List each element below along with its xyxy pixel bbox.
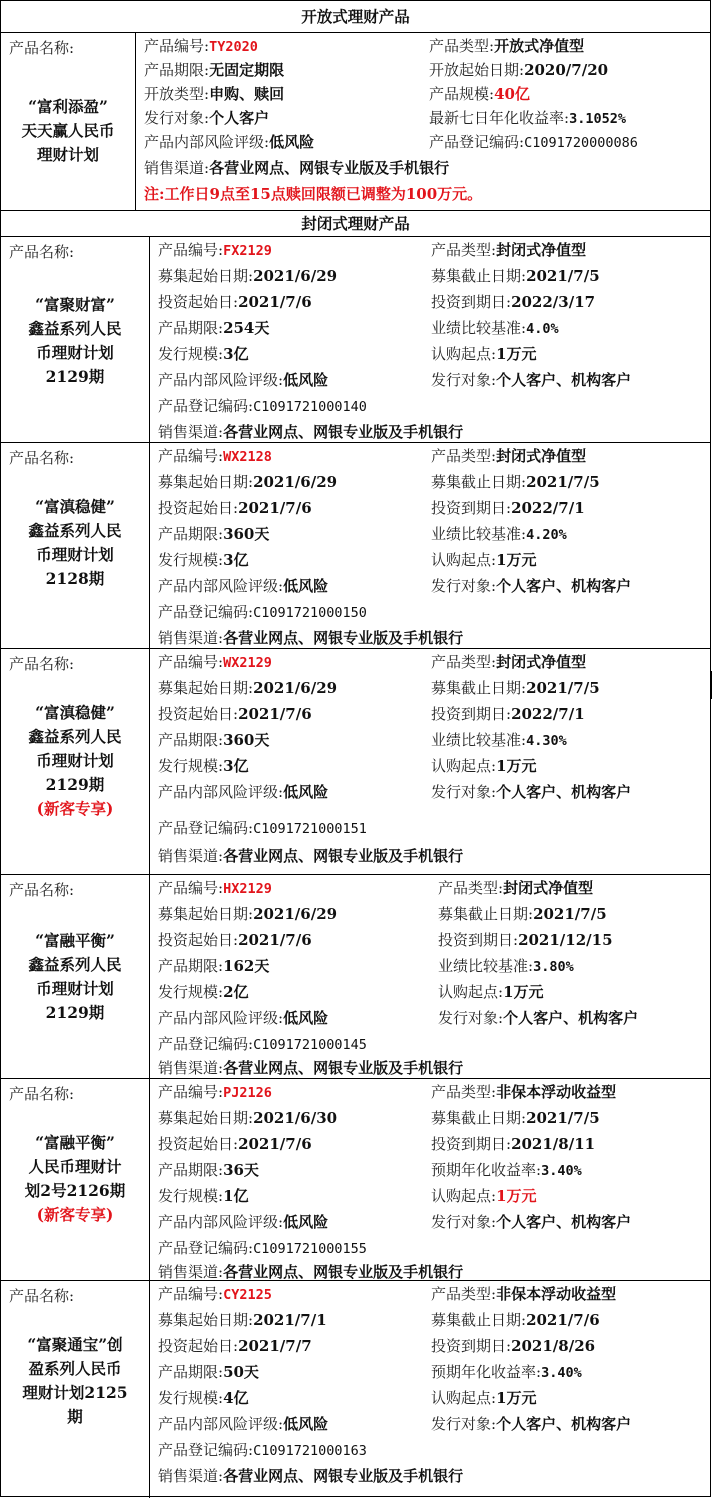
yield-field: 最新七日年化收益率:3.1052% <box>429 109 626 127</box>
product-name-cell <box>1 1079 150 1280</box>
scale-field: 发行规模:1亿 <box>158 1187 249 1205</box>
risk-field: 产品内部风险评级:低风险 <box>144 133 315 151</box>
invest-end-field: 投资到期日:2021/8/26 <box>431 1337 596 1355</box>
product-name-line: 鑫益系列人民 <box>28 521 122 540</box>
closed-product-block <box>1 649 710 875</box>
product-name-line: 理财计划 <box>36 145 99 164</box>
product-name-line: “富滇稳健” <box>35 703 115 722</box>
target-field: 发行对象:个人客户、机构客户 <box>431 1415 632 1433</box>
product-name-line: 2128期 <box>45 569 105 588</box>
product-name-line: “富聚通宝”创 <box>27 1335 123 1354</box>
target-field: 发行对象:个人客户、机构客户 <box>431 371 632 389</box>
product-name-label: 产品名称: <box>9 243 75 261</box>
product-type-field: 产品类型:开放式净值型 <box>429 37 585 55</box>
product-name <box>1 701 149 821</box>
risk-field: 产品内部风险评级:低风险 <box>158 1213 329 1231</box>
scale-field: 发行规模:4亿 <box>158 1389 249 1407</box>
reg-code-field: 产品登记编码:C1091721000155 <box>158 1239 367 1257</box>
open-type-field: 开放类型:申购、赎回 <box>144 85 285 103</box>
open-start-field: 开放起始日期:2020/7/20 <box>429 61 609 79</box>
product-name-line: 2129期 <box>45 1003 105 1022</box>
product-code: PJ2126 <box>223 1085 272 1101</box>
closed-product-block <box>1 237 710 443</box>
product-code: TY2020 <box>209 39 258 55</box>
target-field: 发行对象:个人客户 <box>144 109 270 127</box>
target-field: 发行对象:个人客户、机构客户 <box>438 1009 639 1027</box>
term-field: 产品期限:162天 <box>158 957 270 975</box>
risk-field: 产品内部风险评级:低风险 <box>158 783 329 801</box>
product-name-line: “富滇稳健” <box>35 497 115 516</box>
product-name-cell <box>1 649 150 874</box>
scale-field: 发行规模:3亿 <box>158 345 249 363</box>
product-code-field: 产品编号:TY2020 <box>144 37 258 55</box>
term-field: 产品期限:36天 <box>158 1161 259 1179</box>
product-code-field: 产品编号:HX2129 <box>158 879 272 897</box>
closed-section-title: 封闭式理财产品 <box>1 211 710 237</box>
channel-field: 销售渠道:各营业网点、网银专业版及手机银行 <box>158 1059 464 1077</box>
raise-end-field: 募集截止日期:2021/7/5 <box>431 267 600 285</box>
invest-end-field: 投资到期日:2022/3/17 <box>431 293 596 311</box>
risk-field: 产品内部风险评级:低风险 <box>158 371 329 389</box>
risk-field: 产品内部风险评级:低风险 <box>158 577 329 595</box>
reg-code-field: 产品登记编码:C1091721000150 <box>158 603 367 621</box>
scale-field: 发行规模:2亿 <box>158 983 249 1001</box>
reg-code-field: 产品登记编码:C1091721000151 <box>158 819 367 837</box>
min-buy-field: 认购起点:1万元 <box>431 345 537 363</box>
rate-field: 业绩比较基准:3.80% <box>438 957 574 975</box>
product-type-field: 产品类型:封闭式净值型 <box>431 447 587 465</box>
channel-field: 销售渠道:各营业网点、网银专业版及手机银行 <box>158 847 464 865</box>
product-type-field: 产品类型:非保本浮动收益型 <box>431 1285 617 1303</box>
product-name-line: 币理财计划 <box>36 979 114 998</box>
reg-code-field: 产品登记编码:C1091721000140 <box>158 397 367 415</box>
product-name <box>1 293 149 389</box>
product-name-line: 2129期 <box>45 367 105 386</box>
term-field: 产品期限:360天 <box>158 525 270 543</box>
raise-start-field: 募集起始日期:2021/6/29 <box>158 905 338 923</box>
raise-start-field: 募集起始日期:2021/6/30 <box>158 1109 338 1127</box>
raise-end-field: 募集截止日期:2021/7/5 <box>431 473 600 491</box>
invest-start-field: 投资起始日:2021/7/6 <box>158 931 312 949</box>
product-code-field: 产品编号:WX2128 <box>158 447 272 465</box>
rate-field: 业绩比较基准:4.30% <box>431 731 567 749</box>
product-name-line: “富融平衡” <box>35 931 115 950</box>
product-code-field: 产品编号:WX2129 <box>158 653 272 671</box>
product-name <box>1 1333 149 1429</box>
invest-start-field: 投资起始日:2021/7/6 <box>158 1135 312 1153</box>
raise-start-field: 募集起始日期:2021/6/29 <box>158 267 338 285</box>
product-name <box>1 495 149 591</box>
product-type-field: 产品类型:封闭式净值型 <box>438 879 594 897</box>
product-name-line: 鑫益系列人民 <box>28 955 122 974</box>
channel-field: 销售渠道:各营业网点、网银专业版及手机银行 <box>158 1467 464 1485</box>
product-name-label: 产品名称: <box>9 655 75 673</box>
new-customer-tag: (新客专享) <box>36 1205 114 1224</box>
min-buy-field: 认购起点:1万元 <box>431 1187 537 1205</box>
scale-field: 发行规模:3亿 <box>158 551 249 569</box>
product-name-line: 划2号2126期 <box>24 1181 126 1200</box>
product-name-line: 理财计划2125 <box>22 1383 128 1402</box>
product-code-field: 产品编号:FX2129 <box>158 241 272 259</box>
redemption-note: 注:工作日9点至15点赎回限额已调整为100万元。 <box>144 185 483 203</box>
scale-field: 发行规模:3亿 <box>158 757 249 775</box>
term-field: 产品期限:360天 <box>158 731 270 749</box>
closed-product-block <box>1 1079 710 1281</box>
product-name-line: “富利添盈” <box>28 97 108 116</box>
product-name-line: 币理财计划 <box>36 343 114 362</box>
product-name-label: 产品名称: <box>9 449 75 467</box>
raise-start-field: 募集起始日期:2021/7/1 <box>158 1311 327 1329</box>
invest-start-field: 投资起始日:2021/7/6 <box>158 705 312 723</box>
invest-end-field: 投资到期日:2021/12/15 <box>438 931 613 949</box>
term-field: 产品期限:50天 <box>158 1363 259 1381</box>
product-term-field: 产品期限:无固定期限 <box>144 61 285 79</box>
product-type-field: 产品类型:封闭式净值型 <box>431 653 587 671</box>
invest-end-field: 投资到期日:2022/7/1 <box>431 499 585 517</box>
raise-end-field: 募集截止日期:2021/7/6 <box>431 1311 600 1329</box>
reg-code-field: 产品登记编码:C1091721000145 <box>158 1035 367 1053</box>
raise-end-field: 募集截止日期:2021/7/5 <box>438 905 607 923</box>
product-code: WX2128 <box>223 449 272 465</box>
invest-end-field: 投资到期日:2022/7/1 <box>431 705 585 723</box>
invest-start-field: 投资起始日:2021/7/6 <box>158 293 312 311</box>
product-name-line: “富聚财富” <box>35 295 115 314</box>
min-buy-field: 认购起点:1万元 <box>431 1389 537 1407</box>
product-code: CY2125 <box>223 1287 272 1303</box>
product-name-line: 盈系列人民币 <box>28 1359 122 1378</box>
product-type-field: 产品类型:非保本浮动收益型 <box>431 1083 617 1101</box>
min-buy-field: 认购起点:1万元 <box>431 551 537 569</box>
channel-field: 销售渠道:各营业网点、网银专业版及手机银行 <box>158 423 464 441</box>
term-field: 产品期限:254天 <box>158 319 270 337</box>
product-name-line: “富融平衡” <box>35 1133 115 1152</box>
new-customer-tag: (新客专享) <box>36 799 114 818</box>
raise-start-field: 募集起始日期:2021/6/29 <box>158 679 338 697</box>
raise-end-field: 募集截止日期:2021/7/5 <box>431 679 600 697</box>
product-name-line: 期 <box>67 1407 83 1426</box>
product-name-cell <box>1 875 150 1078</box>
product-scale-field: 产品规模:40亿 <box>429 85 530 103</box>
product-name-line: 2129期 <box>45 775 105 794</box>
product-name-line: 币理财计划 <box>36 751 114 770</box>
product-name-line: 币理财计划 <box>36 545 114 564</box>
product-name-cell <box>1 33 136 210</box>
product-name-line: 鑫益系列人民 <box>28 319 122 338</box>
reg-code-field: 产品登记编码:C1091721000163 <box>158 1441 367 1459</box>
product-code: HX2129 <box>223 881 272 897</box>
min-buy-field: 认购起点:1万元 <box>438 983 544 1001</box>
closed-product-block <box>1 875 710 1079</box>
product-name <box>1 95 135 167</box>
target-field: 发行对象:个人客户、机构客户 <box>431 1213 632 1231</box>
product-code: FX2129 <box>223 243 272 259</box>
product-code-field: 产品编号:PJ2126 <box>158 1083 272 1101</box>
raise-start-field: 募集起始日期:2021/6/29 <box>158 473 338 491</box>
product-name <box>1 1131 149 1227</box>
product-type-field: 产品类型:封闭式净值型 <box>431 241 587 259</box>
target-field: 发行对象:个人客户、机构客户 <box>431 783 632 801</box>
invest-start-field: 投资起始日:2021/7/7 <box>158 1337 312 1355</box>
rate-field: 业绩比较基准:4.20% <box>431 525 567 543</box>
raise-end-field: 募集截止日期:2021/7/5 <box>431 1109 600 1127</box>
product-name-line: 人民币理财计 <box>28 1157 122 1176</box>
closed-product-block <box>1 1281 710 1498</box>
rate-field: 预期年化收益率:3.40% <box>431 1161 582 1179</box>
product-code: WX2129 <box>223 655 272 671</box>
open-product-block <box>1 33 710 211</box>
channel-field: 销售渠道:各营业网点、网银专业版及手机银行 <box>158 629 464 647</box>
target-field: 发行对象:个人客户、机构客户 <box>431 577 632 595</box>
closed-product-block <box>1 443 710 649</box>
product-name-label: 产品名称: <box>9 39 75 57</box>
product-name-cell <box>1 1281 150 1498</box>
rate-field: 业绩比较基准:4.0% <box>431 319 559 337</box>
product-name <box>1 929 149 1025</box>
risk-field: 产品内部风险评级:低风险 <box>158 1009 329 1027</box>
product-name-label: 产品名称: <box>9 1287 75 1305</box>
reg-code-field: 产品登记编码:C1091720000086 <box>429 133 638 151</box>
product-code-field: 产品编号:CY2125 <box>158 1285 272 1303</box>
open-section-title: 开放式理财产品 <box>1 1 710 33</box>
invest-start-field: 投资起始日:2021/7/6 <box>158 499 312 517</box>
product-name-cell <box>1 443 150 648</box>
channel-field: 销售渠道:各营业网点、网银专业版及手机银行 <box>144 159 450 177</box>
rate-field: 预期年化收益率:3.40% <box>431 1363 582 1381</box>
product-name-label: 产品名称: <box>9 881 75 899</box>
product-name-line: 鑫益系列人民 <box>28 727 122 746</box>
risk-field: 产品内部风险评级:低风险 <box>158 1415 329 1433</box>
invest-end-field: 投资到期日:2021/8/11 <box>431 1135 596 1153</box>
min-buy-field: 认购起点:1万元 <box>431 757 537 775</box>
product-name-line: 天天赢人民币 <box>21 121 115 140</box>
channel-field: 销售渠道:各营业网点、网银专业版及手机银行 <box>158 1263 464 1281</box>
product-name-label: 产品名称: <box>9 1085 75 1103</box>
product-name-cell <box>1 237 150 442</box>
